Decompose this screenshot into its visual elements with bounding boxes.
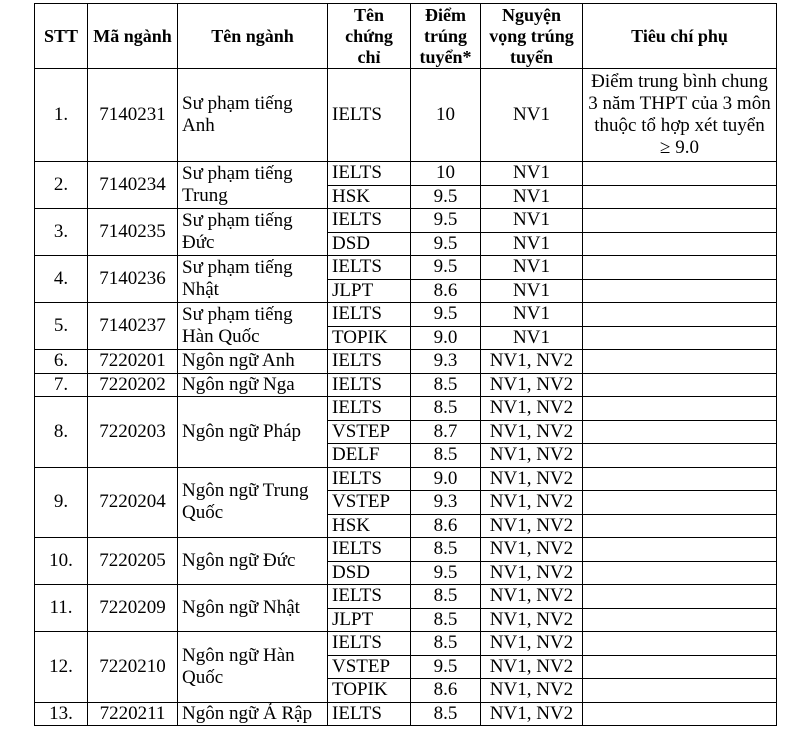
cell-ten-nganh: Ngôn ngữ Nhật bbox=[178, 585, 328, 632]
cell-nguyen-vong: NV1, NV2 bbox=[481, 702, 583, 726]
header-diem-trung-tuyen: Điểm trúng tuyển* bbox=[411, 4, 481, 69]
cell-ma-nganh: 7140235 bbox=[88, 209, 178, 256]
cell-nguyen-vong: NV1, NV2 bbox=[481, 679, 583, 703]
cell-ma-nganh: 7220209 bbox=[88, 585, 178, 632]
cell-ten-nganh: Sư phạm tiếng Đức bbox=[178, 209, 328, 256]
cell-chung-chi: IELTS bbox=[328, 350, 411, 374]
cell-tieu-chi-phu bbox=[583, 279, 777, 303]
cell-chung-chi: TOPIK bbox=[328, 679, 411, 703]
header-tieu-chi-phu: Tiêu chí phụ bbox=[583, 4, 777, 69]
cell-chung-chi: IELTS bbox=[328, 632, 411, 656]
cell-diem: 8.6 bbox=[411, 679, 481, 703]
cell-nguyen-vong: NV1 bbox=[481, 279, 583, 303]
cell-ten-nganh: Sư phạm tiếng Anh bbox=[178, 69, 328, 162]
cell-diem: 8.6 bbox=[411, 514, 481, 538]
cell-tieu-chi-phu bbox=[583, 326, 777, 350]
table-row bbox=[35, 256, 777, 280]
cell-nguyen-vong: NV1, NV2 bbox=[481, 514, 583, 538]
cell-diem: 9.3 bbox=[411, 491, 481, 515]
cell-nguyen-vong: NV1, NV2 bbox=[481, 373, 583, 397]
cell-nguyen-vong: NV1, NV2 bbox=[481, 467, 583, 491]
cell-diem: 8.7 bbox=[411, 420, 481, 444]
cell-ma-nganh: 7220204 bbox=[88, 467, 178, 538]
cell-chung-chi: DSD bbox=[328, 232, 411, 256]
cell-tieu-chi-phu bbox=[583, 397, 777, 421]
cell-stt: 4. bbox=[35, 256, 88, 303]
cell-ten-nganh: Sư phạm tiếng Trung bbox=[178, 162, 328, 209]
cell-ten-nganh: Ngôn ngữ Đức bbox=[178, 538, 328, 585]
cell-diem: 9.5 bbox=[411, 256, 481, 280]
cell-chung-chi: DSD bbox=[328, 561, 411, 585]
cell-tieu-chi-phu bbox=[583, 679, 777, 703]
cell-nguyen-vong: NV1 bbox=[481, 185, 583, 209]
cell-chung-chi: DELF bbox=[328, 444, 411, 468]
cell-stt: 6. bbox=[35, 350, 88, 374]
cell-ma-nganh: 7140237 bbox=[88, 303, 178, 350]
cell-tieu-chi-phu bbox=[583, 561, 777, 585]
cell-diem: 8.5 bbox=[411, 538, 481, 562]
cell-chung-chi: IELTS bbox=[328, 585, 411, 609]
cell-chung-chi: TOPIK bbox=[328, 326, 411, 350]
cell-ten-nganh: Ngôn ngữ Hàn Quốc bbox=[178, 632, 328, 703]
cell-nguyen-vong: NV1, NV2 bbox=[481, 420, 583, 444]
cell-tieu-chi-phu bbox=[583, 632, 777, 656]
cell-stt: 7. bbox=[35, 373, 88, 397]
cell-tieu-chi-phu bbox=[583, 655, 777, 679]
cell-chung-chi: IELTS bbox=[328, 162, 411, 186]
cell-chung-chi: HSK bbox=[328, 514, 411, 538]
cell-diem: 8.5 bbox=[411, 585, 481, 609]
cell-nguyen-vong: NV1, NV2 bbox=[481, 608, 583, 632]
cell-tieu-chi-phu bbox=[583, 585, 777, 609]
table-row bbox=[35, 397, 777, 421]
cell-nguyen-vong: NV1, NV2 bbox=[481, 350, 583, 374]
cell-diem: 10 bbox=[411, 69, 481, 162]
cell-diem: 8.5 bbox=[411, 632, 481, 656]
cell-tieu-chi-phu bbox=[583, 514, 777, 538]
cell-chung-chi: VSTEP bbox=[328, 420, 411, 444]
cell-nguyen-vong: NV1, NV2 bbox=[481, 538, 583, 562]
table-body bbox=[35, 69, 777, 726]
cell-nguyen-vong: NV1 bbox=[481, 326, 583, 350]
cell-diem: 9.5 bbox=[411, 655, 481, 679]
table-row bbox=[35, 162, 777, 186]
cell-tieu-chi-phu bbox=[583, 185, 777, 209]
cell-nguyen-vong: NV1, NV2 bbox=[481, 444, 583, 468]
cell-chung-chi: VSTEP bbox=[328, 491, 411, 515]
cell-diem: 9.0 bbox=[411, 326, 481, 350]
cell-stt: 2. bbox=[35, 162, 88, 209]
header-ma-nganh: Mã ngành bbox=[88, 4, 178, 69]
cell-diem: 8.6 bbox=[411, 279, 481, 303]
cell-chung-chi: IELTS bbox=[328, 209, 411, 233]
cell-diem: 8.5 bbox=[411, 702, 481, 726]
cell-chung-chi: IELTS bbox=[328, 467, 411, 491]
admission-table bbox=[34, 3, 777, 726]
cell-chung-chi: IELTS bbox=[328, 397, 411, 421]
cell-ma-nganh: 7140236 bbox=[88, 256, 178, 303]
cell-nguyen-vong: NV1, NV2 bbox=[481, 585, 583, 609]
cell-stt: 1. bbox=[35, 69, 88, 162]
cell-tieu-chi-phu bbox=[583, 303, 777, 327]
cell-diem: 8.5 bbox=[411, 608, 481, 632]
cell-tieu-chi-phu bbox=[583, 350, 777, 374]
cell-nguyen-vong: NV1, NV2 bbox=[481, 655, 583, 679]
table-row bbox=[35, 538, 777, 562]
cell-diem: 9.5 bbox=[411, 209, 481, 233]
cell-ma-nganh: 7220202 bbox=[88, 373, 178, 397]
cell-ten-nganh: Ngôn ngữ Trung Quốc bbox=[178, 467, 328, 538]
cell-stt: 9. bbox=[35, 467, 88, 538]
cell-tieu-chi-phu bbox=[583, 256, 777, 280]
cell-diem: 9.5 bbox=[411, 185, 481, 209]
cell-ma-nganh: 7220210 bbox=[88, 632, 178, 703]
cell-nguyen-vong: NV1 bbox=[481, 209, 583, 233]
cell-tieu-chi-phu bbox=[583, 420, 777, 444]
table-row bbox=[35, 632, 777, 656]
cell-ten-nganh: Ngôn ngữ Ả Rập bbox=[178, 702, 328, 726]
table-row bbox=[35, 209, 777, 233]
header-stt: STT bbox=[35, 4, 88, 69]
cell-tieu-chi-phu bbox=[583, 608, 777, 632]
table-row bbox=[35, 69, 777, 162]
cell-tieu-chi-phu bbox=[583, 491, 777, 515]
cell-chung-chi: JLPT bbox=[328, 608, 411, 632]
cell-stt: 12. bbox=[35, 632, 88, 703]
cell-diem: 8.5 bbox=[411, 397, 481, 421]
cell-ma-nganh: 7140234 bbox=[88, 162, 178, 209]
cell-ten-nganh: Sư phạm tiếng Hàn Quốc bbox=[178, 303, 328, 350]
cell-stt: 11. bbox=[35, 585, 88, 632]
cell-ten-nganh: Ngôn ngữ Nga bbox=[178, 373, 328, 397]
cell-chung-chi: VSTEP bbox=[328, 655, 411, 679]
cell-tieu-chi-phu: Điểm trung bình chung 3 năm THPT của 3 môn thuộc tổ hợp xét tuyển ≥ 9.0 bbox=[583, 69, 777, 162]
cell-diem: 9.5 bbox=[411, 232, 481, 256]
cell-ma-nganh: 7220211 bbox=[88, 702, 178, 726]
table-row bbox=[35, 350, 777, 374]
cell-nguyen-vong: NV1 bbox=[481, 69, 583, 162]
cell-diem: 9.3 bbox=[411, 350, 481, 374]
cell-ma-nganh: 7140231 bbox=[88, 69, 178, 162]
cell-nguyen-vong: NV1, NV2 bbox=[481, 632, 583, 656]
cell-ma-nganh: 7220203 bbox=[88, 397, 178, 468]
cell-diem: 8.5 bbox=[411, 373, 481, 397]
cell-tieu-chi-phu bbox=[583, 232, 777, 256]
header-ten-nganh: Tên ngành bbox=[178, 4, 328, 69]
cell-diem: 8.5 bbox=[411, 444, 481, 468]
cell-stt: 3. bbox=[35, 209, 88, 256]
cell-ma-nganh: 7220201 bbox=[88, 350, 178, 374]
cell-nguyen-vong: NV1, NV2 bbox=[481, 397, 583, 421]
cell-diem: 9.0 bbox=[411, 467, 481, 491]
cell-nguyen-vong: NV1 bbox=[481, 162, 583, 186]
cell-stt: 5. bbox=[35, 303, 88, 350]
cell-chung-chi: IELTS bbox=[328, 702, 411, 726]
cell-chung-chi: IELTS bbox=[328, 373, 411, 397]
cell-tieu-chi-phu bbox=[583, 162, 777, 186]
cell-tieu-chi-phu bbox=[583, 467, 777, 491]
cell-chung-chi: IELTS bbox=[328, 303, 411, 327]
cell-chung-chi: IELTS bbox=[328, 256, 411, 280]
cell-tieu-chi-phu bbox=[583, 209, 777, 233]
cell-tieu-chi-phu bbox=[583, 373, 777, 397]
cell-diem: 10 bbox=[411, 162, 481, 186]
cell-stt: 8. bbox=[35, 397, 88, 468]
table-row bbox=[35, 585, 777, 609]
cell-nguyen-vong: NV1 bbox=[481, 303, 583, 327]
cell-tieu-chi-phu bbox=[583, 702, 777, 726]
cell-tieu-chi-phu bbox=[583, 538, 777, 562]
cell-ten-nganh: Sư phạm tiếng Nhật bbox=[178, 256, 328, 303]
cell-diem: 9.5 bbox=[411, 303, 481, 327]
cell-chung-chi: HSK bbox=[328, 185, 411, 209]
cell-nguyen-vong: NV1 bbox=[481, 232, 583, 256]
cell-chung-chi: JLPT bbox=[328, 279, 411, 303]
cell-nguyen-vong: NV1 bbox=[481, 256, 583, 280]
cell-chung-chi: IELTS bbox=[328, 69, 411, 162]
cell-tieu-chi-phu bbox=[583, 444, 777, 468]
table-row bbox=[35, 467, 777, 491]
table-row bbox=[35, 373, 777, 397]
cell-ten-nganh: Ngôn ngữ Anh bbox=[178, 350, 328, 374]
header-row bbox=[35, 4, 777, 69]
cell-ten-nganh: Ngôn ngữ Pháp bbox=[178, 397, 328, 468]
cell-nguyen-vong: NV1, NV2 bbox=[481, 561, 583, 585]
cell-nguyen-vong: NV1, NV2 bbox=[481, 491, 583, 515]
header-nguyen-vong: Nguyện vọng trúng tuyển bbox=[481, 4, 583, 69]
header-ten-chung-chi: Tên chứng chỉ bbox=[328, 4, 411, 69]
table-row bbox=[35, 702, 777, 726]
cell-stt: 13. bbox=[35, 702, 88, 726]
cell-ma-nganh: 7220205 bbox=[88, 538, 178, 585]
cell-diem: 9.5 bbox=[411, 561, 481, 585]
cell-chung-chi: IELTS bbox=[328, 538, 411, 562]
table-row bbox=[35, 303, 777, 327]
cell-stt: 10. bbox=[35, 538, 88, 585]
